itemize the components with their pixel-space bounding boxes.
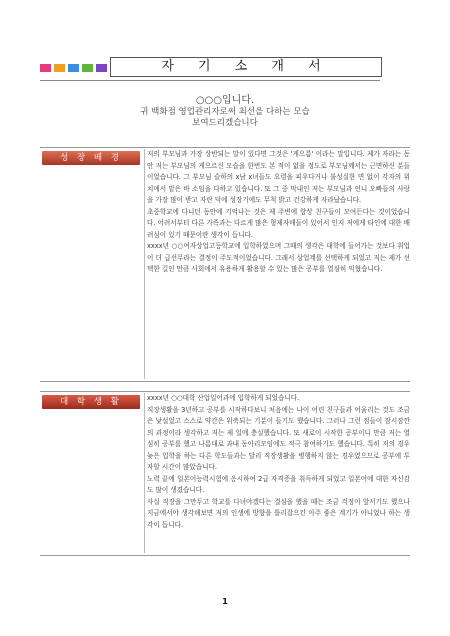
page-number: 1 (222, 597, 228, 606)
section-label: 성 장 배 경 (42, 151, 140, 165)
swatch-pink (40, 64, 51, 72)
color-swatch-strip (40, 64, 107, 72)
section-college-life (40, 393, 410, 553)
intro-line-2: 귀 백화점 영업관리자로써 최선을 다하는 모습 (140, 107, 310, 117)
paragraph: 사실 직장을 그만두고 학교를 다녀야겠다는 결심을 했을 때는 조금 걱정이 앞서기도 했으나 지금에서야 생각해보면 저의 인생에 방향을 틀리잡으킨 아주 좋은 계기가 아니었나 하는 생각이 듭니다. (147, 497, 410, 529)
intro-line-3: 보여드리겠습니다 (192, 118, 258, 128)
paragraph: 노력 끝에 일본어능력시험에 응시하여 2급 자격증을 취득하게 되었고 일본어에 대한 자신감도 많이 생겼습니다. (147, 474, 410, 494)
section-bottom-rule (40, 555, 410, 556)
intro-line-1: ○○○입니다. (195, 95, 255, 106)
title-divider (40, 80, 380, 81)
section-top-rule (40, 391, 410, 392)
swatch-purple (96, 64, 107, 72)
section-growth-background (40, 149, 410, 379)
paragraph: 초중학교에 다니던 동안에 기억나는 것은 제 주변에 항상 친구들이 모여든다는 것이었습니다. 어려서부터 다른 가족과는 다르게 많은 형제자매들이 있어서 인지 저에게 타인에 대한 배려심이 있기 때문이란 생각이 듭니다. (147, 207, 410, 239)
section-label: 대 학 생 활 (42, 395, 140, 409)
document-title: 자 기 소 개 서 (110, 57, 382, 77)
column-divider (144, 149, 145, 379)
intro-block (40, 94, 410, 129)
swatch-orange (54, 64, 65, 72)
section-body (147, 149, 410, 276)
section-top-rule (40, 147, 410, 148)
section-label-cell (40, 149, 140, 379)
paragraph: 직장생활을 3년하고 공부를 시작하다보니 처음에는 나이 어린 친구들과 어울리는 것도 조금은 낯설었고 스스로 약간은 위축되는 기분이 들기도 했습니다. 그러나 그런 점들이 잠시잠깐의 과정이라 생각하고 저는 제 일에 충실했습니다. 또 새로이 시작한 공부이니 만큼 저는 열심히 공부를 했고 나름대로 과내 동아리모임에도 적극 참여하기도 했습니다. 특히 저의 경우 늦은 입학을 하는 다른 학도들과는 달리 직장생활을 병행하지 않는 경우였으므로 공부에 투자할 시간이 많았습니다. (147, 405, 410, 471)
swatch-blue (68, 64, 79, 72)
paragraph: 저의 부모님과 가장 상반되는 말이 있다면 그것은 '게으름' 이라는 말입니다. 제가 자라는 동안 저는 부모님의 게으르신 모습을 한번도 본 적이 없을 정도로 부모님께서는 근면하신 분들이었습니다. 그 부모님 슬하의 x남 x녀들도 요령을 피우다거나 불성실한 면 없이 각자의 위치에서 맡은 바 소임을 다하고 있습니다. 또 그 중 막내인 저는 부모님과 언니 오빠들의 사랑을 가장 많이 받고 자란 덕에 성장기에도 무척 밝고 건강하게 자라났습니다. (147, 150, 410, 204)
section-body (147, 393, 410, 531)
section-bottom-rule (40, 381, 410, 382)
section-label-cell (40, 393, 140, 553)
paragraph: xxxx년 ○○대학 산업일어과에 입학하게 되었습니다. (147, 394, 300, 402)
column-divider (144, 393, 145, 553)
swatch-green (82, 64, 93, 72)
paragraph: xxxx년 ○○여자상업고등학교에 입학하였으며 그때의 생각은 대학에 들어가는 것보다 취업이 더 급선무라는 결정이 주도적이었습니다. 그래서 상업계를 선택하게 되었고 저는 제가 선택한 길인 만큼 사회에서 유용하게 활용할 수 있는 많은 공부를 열심히 익혔습니다. (147, 242, 410, 273)
